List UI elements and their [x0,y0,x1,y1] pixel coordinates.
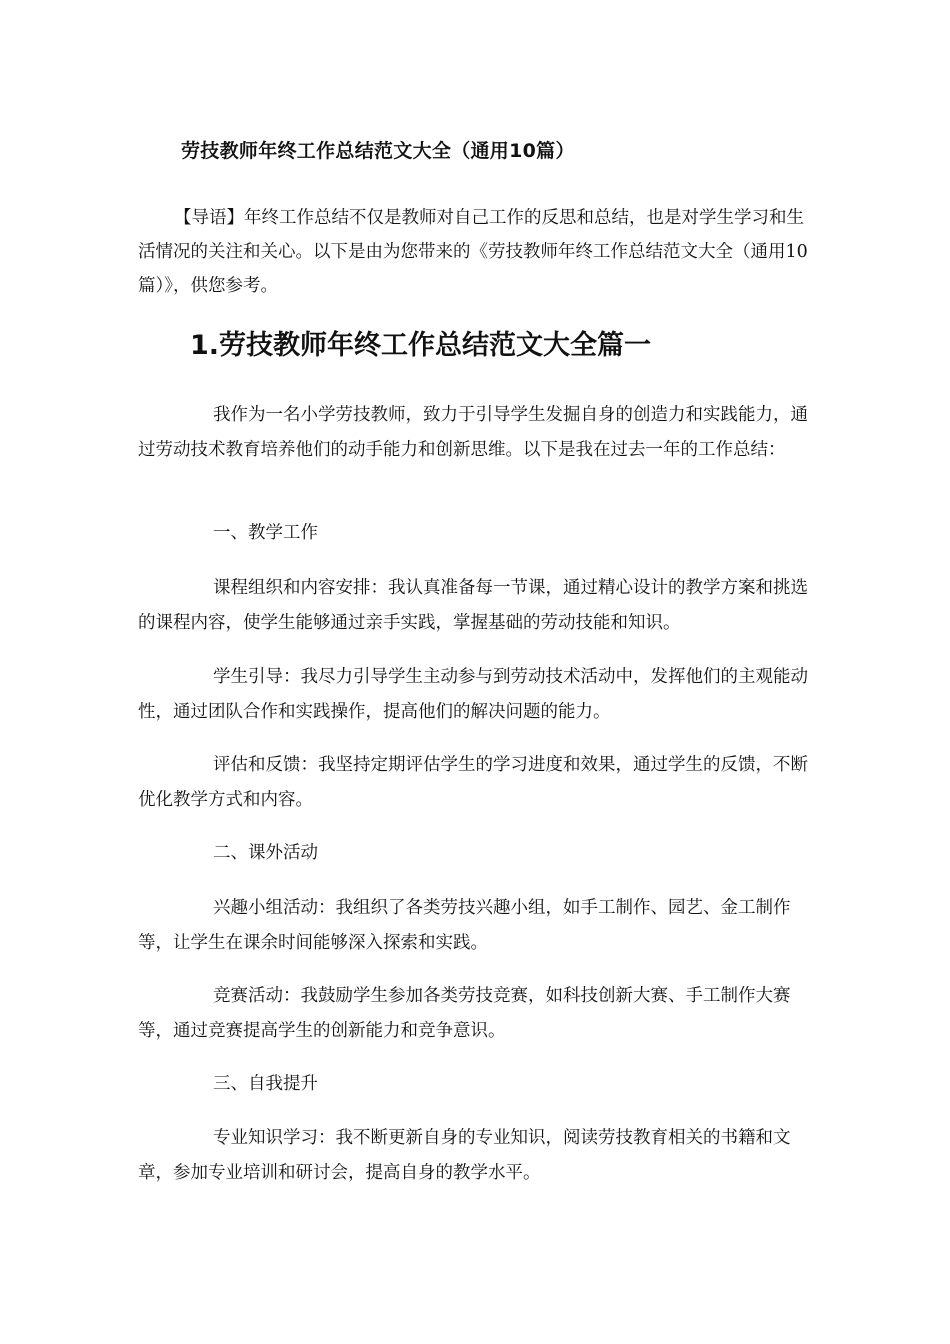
part1-paragraph-3: 评估和反馈：我坚持定期评估学生的学习进度和效果，通过学生的反馈，不断优化教学方式和内容。 [138,755,808,810]
section-heading: 1.劳技教师年终工作总结范文大全篇一 [190,330,652,361]
part3-heading: 三、自我提升 [213,1074,318,1094]
part1-paragraph-2: 学生引导：我尽力引导学生主动参与到劳动技术活动中，发挥他们的主观能动性，通过团队合作和实践操作，提高他们的解决问题的能力。 [138,667,808,722]
intro-paragraph: 【导语】年终工作总结不仅是教师对自己工作的反思和总结，也是对学生学习和生活情况的关注和关心。以下是由为您带来的《劳技教师年终工作总结范文大全（通用10篇）》，供您参考。 [138,208,808,296]
part3-paragraph-1: 专业知识学习：我不断更新自身的专业知识，阅读劳技教育相关的书籍和文章，参加专业培训和研讨会，提高自身的教学水平。 [138,1128,791,1183]
part1-heading: 一、教学工作 [213,523,318,543]
part2-paragraph-1: 兴趣小组活动：我组织了各类劳技兴趣小组，如手工制作、园艺、金工制作等，让学生在课余时间能够深入探索和实践。 [138,898,791,953]
document-title: 劳技教师年终工作总结范文大全（通用10篇） [181,140,575,162]
part2-paragraph-2: 竞赛活动：我鼓励学生参加各类劳技竞赛，如科技创新大赛、手工制作大赛等，通过竞赛提高学生的创新能力和竞争意识。 [138,986,791,1041]
opening-paragraph: 我作为一名小学劳技教师，致力于引导学生发掘自身的创造力和实践能力，通过劳动技术教育培养他们的动手能力和创新思维。以下是我在过去一年的工作总结： [138,405,808,460]
part1-paragraph-1: 课程组织和内容安排：我认真准备每一节课，通过精心设计的教学方案和挑选的课程内容，使学生能够通过亲手实践，掌握基础的劳动技能和知识。 [138,578,808,633]
part2-heading: 二、课外活动 [213,843,318,863]
